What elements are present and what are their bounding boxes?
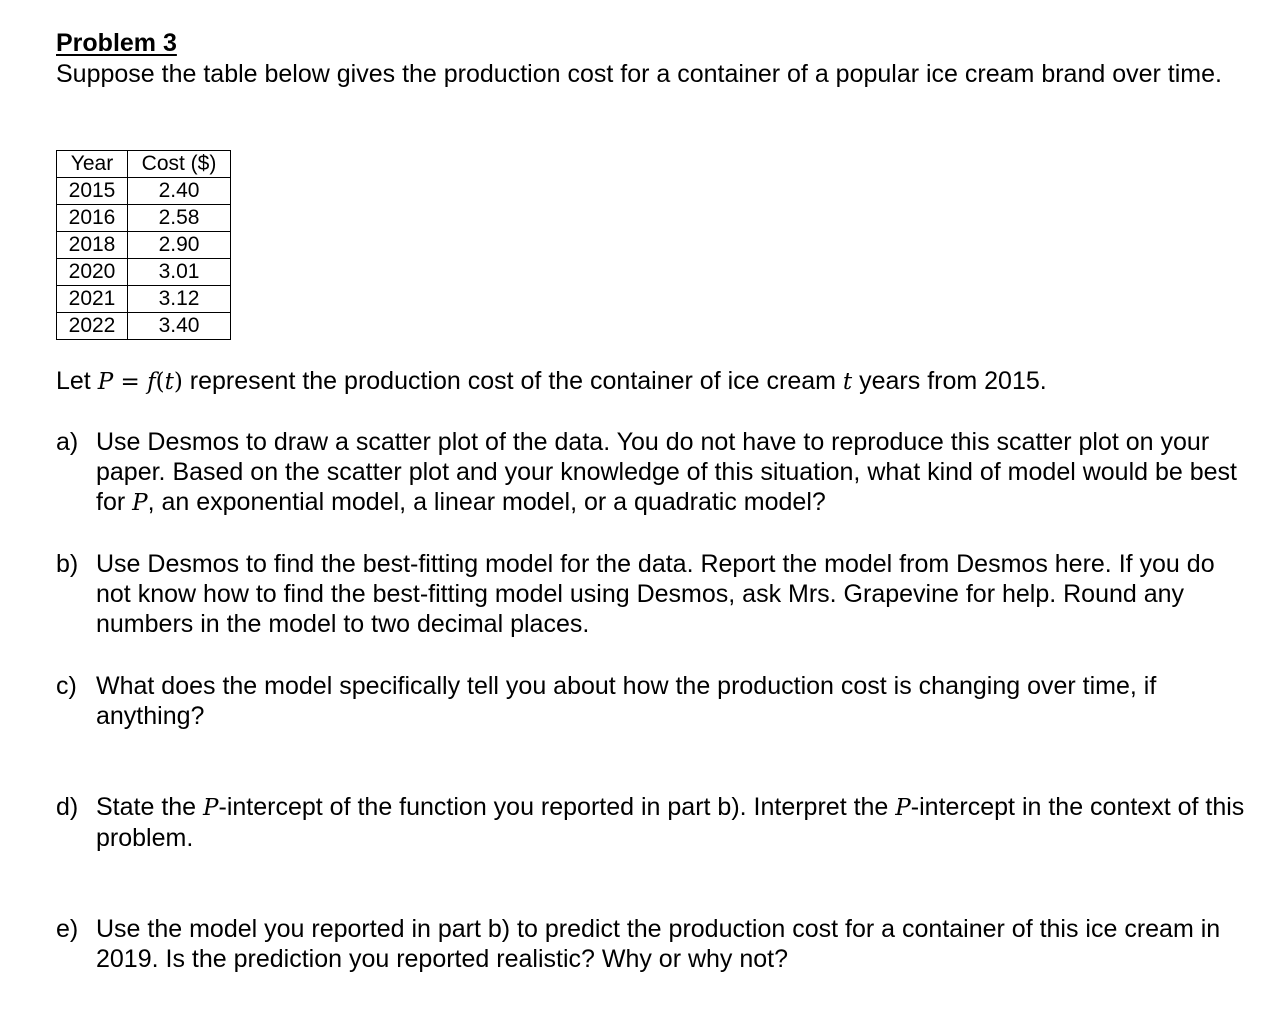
var-t: t [842,369,853,395]
cost-cell: 2.40 [128,178,231,205]
question-text: Use Desmos to draw a scatter plot of the data. You do not have to reproduce this scatter plot on your paper. Based on the scatter plot and your knowledge of this situation, what kind of model would be best for P, an exponential model, a linear model, or a quadratic model? [96,428,1237,516]
year-cell: 2016 [57,205,128,232]
year-cell: 2018 [57,232,128,259]
function-definition: Let P = f(t) represent the production cost of the container of ice cream t years from 2015. [56,367,1047,395]
year-cell: 2021 [57,286,128,313]
cost-cell: 3.12 [128,286,231,313]
question-c [56,671,1246,731]
cost-cell: 2.58 [128,205,231,232]
table-row [57,286,231,313]
table-row [57,205,231,232]
table-row [57,178,231,205]
cost-cell: 3.40 [128,313,231,340]
question-a [56,427,1246,518]
table-row [57,313,231,340]
question-text: What does the model specifically tell you about how the production cost is changing over time, if anything? [96,672,1157,730]
header-cost: Cost ($) [128,151,231,178]
question-label: d) [56,793,79,821]
question-text: Use Desmos to find the best-fitting model for the data. Report the model from Desmos here. If you do not know how to find the best-fitting model using Desmos, ask Mrs. Grapevine for help. Round any numbers in the model to two decimal places. [96,550,1215,638]
var-p: P [895,795,911,821]
table-row [57,232,231,259]
header-year: Year [57,151,128,178]
question-d [56,792,1246,853]
year-cell: 2015 [57,178,128,205]
var-p: P [97,369,114,395]
func-f: f [147,369,156,395]
problem-intro: Suppose the table below gives the production cost for a container of a popular ice cream brand over time. [56,60,1222,88]
question-label: b) [56,550,79,578]
year-cell: 2020 [57,259,128,286]
year-cell: 2022 [57,313,128,340]
problem-title: Problem 3 [56,29,177,57]
question-label: c) [56,672,77,700]
var-t: t [164,369,174,395]
var-p: P [203,795,219,821]
table-header-row [57,151,231,178]
question-e [56,914,1246,974]
question-b [56,549,1246,639]
cost-cell: 2.90 [128,232,231,259]
question-label: a) [56,428,79,456]
cost-cell: 3.01 [128,259,231,286]
table-row [57,259,231,286]
question-text: State the P-intercept of the function you reported in part b). Interpret the P-intercept in the context of this problem. [96,793,1245,852]
var-p: P [132,490,148,516]
cost-table [56,150,231,340]
question-text: Use the model you reported in part b) to predict the production cost for a container of this ice cream in 2019. Is the prediction you reported realistic? Why or why not? [96,915,1221,973]
question-label: e) [56,915,79,943]
